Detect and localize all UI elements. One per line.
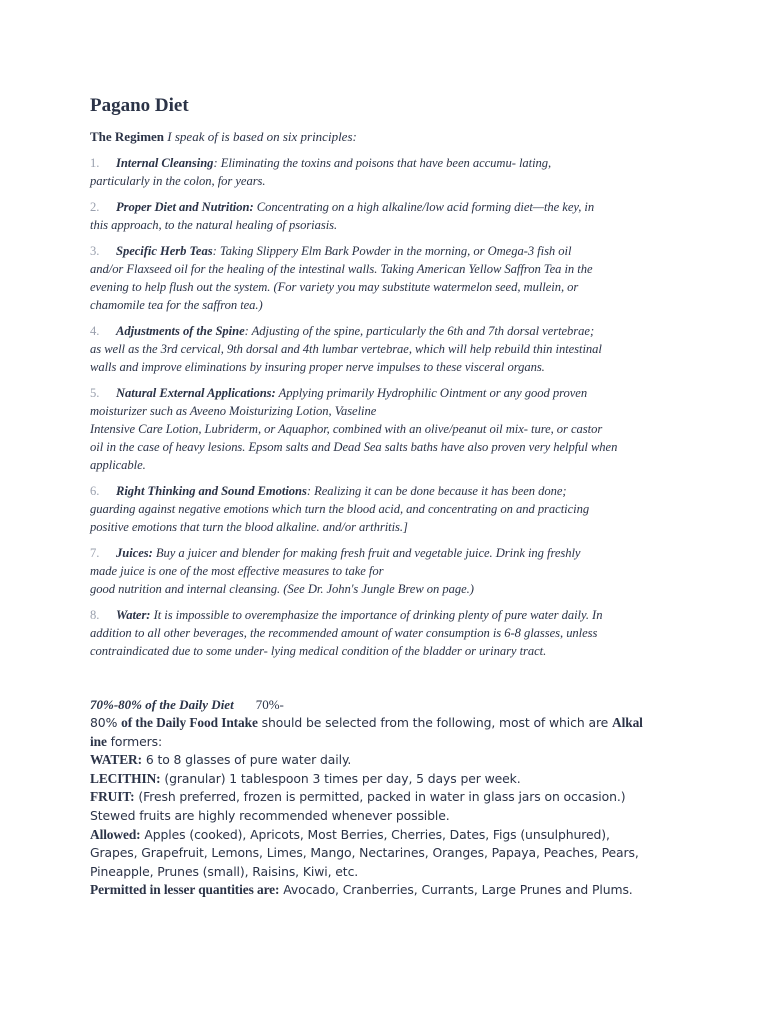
principle-text: It is impossible to overemphasize the importance of drinking plenty of pure water daily. In addition to all other beverages, the recommended amount of water consumption is 6-8 glasses, unless contraindicated due to some under- lying medical condition of the bladder or urinary tract. — [90, 608, 603, 658]
principle-separator: : — [213, 156, 221, 170]
regimen-text: I speak of is based on six principles: — [164, 129, 357, 144]
allowed-label: Allowed: — [90, 826, 141, 842]
principle-item — [90, 606, 680, 660]
regimen-intro — [90, 129, 680, 145]
principle-text: Taking Slippery Elm Bark Powder in the morning, or Omega-3 fish oil and/or Flaxseed oil for the healing of the intestinal walls. Taking American Yellow Saffron Tea in the evening to help flush out the system. (For variety you may substitute watermelon seed, mullein, or chamomile tea for the saffron tea.) — [90, 244, 593, 312]
principle-number: 3. — [90, 244, 100, 258]
lesser-text: Avocado, Cranberries, Currants, Large Prunes and Plums. — [279, 882, 633, 898]
principle-number: 1. — [90, 156, 100, 170]
principle-heading: Juices: — [116, 546, 153, 560]
principle-number: 7. — [90, 546, 100, 560]
principle-item — [90, 242, 680, 314]
principle-text: Adjusting of the spine, particularly the 6th and 7th dorsal vertebrae; as well as the 3rd cervical, 9th dorsal and 4th lumbar vertebrae, which will help rebuild thin intestinal walls and improve eliminations by insuring proper nerve impulses to these visceral organs. — [90, 324, 602, 374]
regimen-label: The Regimen — [90, 129, 165, 144]
page-title: Pagano Diet — [90, 95, 189, 116]
principle-heading: Water: — [116, 608, 151, 622]
principle-text: Buy a juicer and blender for making fresh fruit and vegetable juice. Drink ing freshly made juice is one of the most effective measures to take for good nutrition and internal cleansing. (See Dr. John's Jungle Brew on page.) — [90, 546, 581, 596]
allowed-text: Apples (cooked), Apricots, Most Berries, Cherries, Dates, Figs (unsulphured), Grapes, Grapefruit, Lemons, Limes, Mango, Nectarines, Oranges, Papaya, Peaches, Pears, Pineapple, Prunes (small), Raisins, Kiwi, etc. — [90, 826, 639, 879]
intro-percent: 80% — [90, 715, 122, 730]
intro-bold: of the Daily Food Intake — [121, 715, 258, 730]
principle-heading: Adjustments of the Spine — [116, 324, 245, 338]
principle-heading: Proper Diet and Nutrition: — [116, 200, 254, 214]
water-text: 6 to 8 glasses of pure water daily. — [141, 752, 352, 768]
lecithin-text: (granular) 1 tablespoon 3 times per day, 5 days per week. — [160, 770, 521, 786]
principle-separator: : — [212, 244, 220, 258]
principle-number: 6. — [90, 484, 100, 498]
water-label: WATER: — [90, 752, 142, 768]
lesser-label: Permitted in lesser quantities are: — [90, 882, 280, 898]
principle-item — [90, 544, 680, 598]
principle-item — [90, 482, 680, 536]
principle-text: Applying primarily Hydrophilic Ointment or any good proven moisturizer such as Aveeno Moisturizing Lotion, Vaseline Intensive Care Lotion, Lubriderm, or Aquaphor, combined with an olive/peanut oil mix- ture, or castor oil in the case of heavy lesions. Epsom salts and Dead Sea salts baths have also proven very helpful when applicable. — [90, 386, 618, 472]
principle-number: 5. — [90, 386, 100, 400]
principle-heading: Internal Cleansing — [116, 156, 214, 170]
fruit-label: FRUIT: — [90, 789, 135, 805]
principle-item — [90, 198, 680, 234]
daily-diet-section — [90, 696, 680, 900]
principle-item — [90, 384, 680, 474]
principle-text: Concentrating on a high alkaline/low acid forming diet—the key, in this approach, to the natural healing of psoriasis. — [90, 200, 595, 232]
daily-diet-body — [90, 714, 680, 900]
principle-item — [90, 322, 680, 376]
principle-number: 2. — [90, 200, 100, 214]
intro-text: should be selected from the following, most of which are — [257, 715, 613, 730]
principle-number: 4. — [90, 324, 100, 338]
principle-heading: Right Thinking and Sound Emotions — [116, 484, 307, 498]
principle-separator: : — [244, 324, 252, 338]
intro-formers: formers: — [106, 733, 163, 749]
document-page — [90, 95, 680, 900]
intro-alkaline: Alkal ine — [90, 715, 643, 749]
fruit-text: (Fresh preferred, frozen is permitted, packed in water in glass jars on occasion.) Stewed fruits are highly recommended whenever possible. — [90, 789, 626, 823]
principle-item — [90, 154, 680, 190]
principle-number: 8. — [90, 608, 100, 622]
principle-heading: Specific Herb Teas — [116, 244, 213, 258]
lecithin-label: LECITHIN: — [90, 770, 161, 786]
principle-text: Realizing it can be done because it has been done; guarding against negative emotions which turn the blood acid, and concentrating on and practicing positive emotions that turn the blood alkaline. and/or arthritis.] — [90, 484, 590, 534]
principle-heading: Natural External Applications: — [116, 386, 276, 400]
daily-diet-heading-line — [90, 696, 680, 714]
principle-text: Eliminating the toxins and poisons that have been accumu- lating, particularly in the colon, for years. — [90, 156, 552, 188]
principles-list — [90, 154, 680, 660]
principle-separator: : — [306, 484, 315, 498]
daily-diet-heading-tail: 70%- — [255, 697, 284, 712]
daily-diet-heading: 70%-80% of the Daily Diet — [90, 697, 234, 712]
